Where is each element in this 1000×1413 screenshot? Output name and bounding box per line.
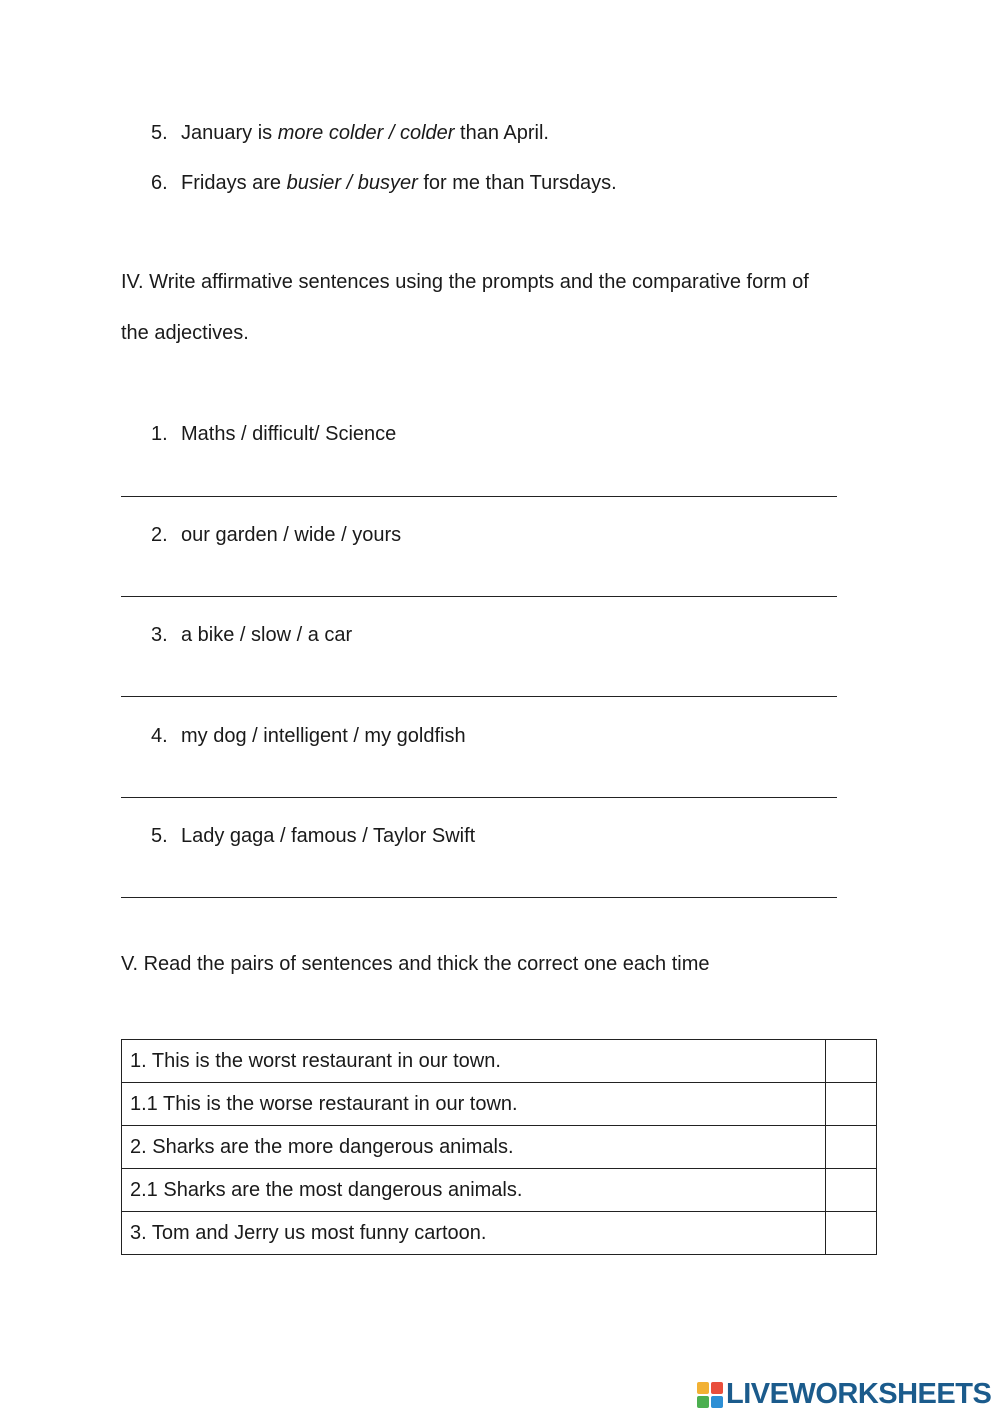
answer-line[interactable] xyxy=(121,696,837,697)
prompt-item xyxy=(151,523,401,547)
section-5-heading: V. Read the pairs of sentences and thick the correct one each time xyxy=(121,953,710,975)
prompt-number: 2. xyxy=(151,524,168,546)
prompt-number: 5. xyxy=(151,825,168,847)
prompt-text: Maths / difficult/ Science xyxy=(181,423,397,445)
item-text-after: for me than Tursdays. xyxy=(417,172,617,194)
prompt-number: 1. xyxy=(151,423,168,445)
prompt-item xyxy=(151,724,466,748)
table-row xyxy=(122,1169,877,1212)
prompt-text: my dog / intelligent / my goldfish xyxy=(181,725,466,747)
exercise-item xyxy=(151,121,549,145)
item-choices: more colder / colder xyxy=(277,122,455,144)
liveworksheets-mark-icon xyxy=(697,1382,723,1408)
item-choices: busier / busyer xyxy=(286,172,418,194)
tick-box[interactable] xyxy=(826,1212,877,1255)
table-row xyxy=(122,1083,877,1126)
prompt-item xyxy=(151,422,396,446)
sentence-cell: 1.1 This is the worse restaurant in our town. xyxy=(122,1083,826,1126)
item-text-after: than April. xyxy=(454,122,549,144)
sentence-cell: 2.1 Sharks are the most dangerous animals. xyxy=(122,1169,826,1212)
sentence-cell: 2. Sharks are the more dangerous animals. xyxy=(122,1126,826,1169)
tick-box[interactable] xyxy=(826,1040,877,1083)
answer-line[interactable] xyxy=(121,797,837,798)
item-text-before: January is xyxy=(181,122,278,144)
exercise-item xyxy=(151,171,617,195)
prompt-number: 4. xyxy=(151,725,168,747)
answer-line[interactable] xyxy=(121,496,837,497)
liveworksheets-logo xyxy=(697,1378,991,1411)
sentence-cell: 3. Tom and Jerry us most funny cartoon. xyxy=(122,1212,826,1255)
prompt-text: Lady gaga / famous / Taylor Swift xyxy=(181,825,476,847)
logo-text: LIVEWORKSHEETS xyxy=(726,1378,992,1410)
section-4-heading-line1: IV. Write affirmative sentences using the prompts and the comparative form of xyxy=(121,271,809,293)
item-number: 5. xyxy=(151,122,168,144)
section-4-heading-line2: the adjectives. xyxy=(121,322,249,344)
prompt-text: our garden / wide / yours xyxy=(181,524,402,546)
table-row xyxy=(122,1126,877,1169)
tick-box[interactable] xyxy=(826,1083,877,1126)
prompt-item xyxy=(151,623,352,647)
table-row xyxy=(122,1212,877,1255)
answer-line[interactable] xyxy=(121,596,837,597)
prompt-number: 3. xyxy=(151,624,168,646)
answer-line[interactable] xyxy=(121,897,837,898)
prompt-item xyxy=(151,824,475,848)
prompt-text: a bike / slow / a car xyxy=(181,624,353,646)
tick-box[interactable] xyxy=(826,1169,877,1212)
table-row xyxy=(122,1040,877,1083)
sentence-cell: 1. This is the worst restaurant in our town. xyxy=(122,1040,826,1083)
item-text-before: Fridays are xyxy=(181,172,287,194)
tick-box[interactable] xyxy=(826,1126,877,1169)
sentence-pairs-table xyxy=(121,1039,877,1255)
item-number: 6. xyxy=(151,172,168,194)
